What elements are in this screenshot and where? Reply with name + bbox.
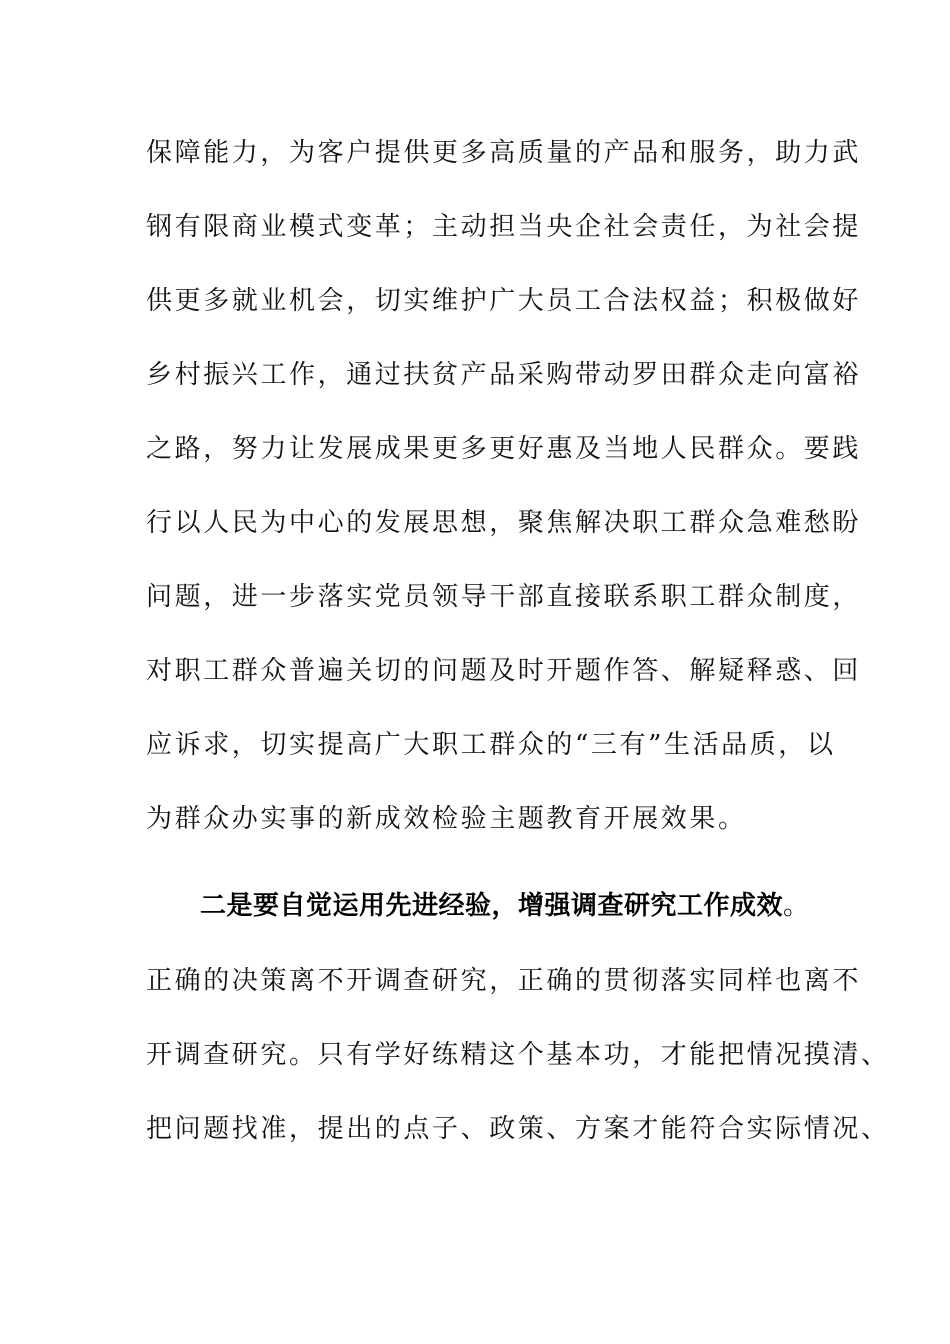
paragraph-line: 为群众办实事的新成效检验主题教育开展效果。: [146, 804, 747, 834]
paragraph-line: 行以人民为中心的发展思想，聚焦解决职工群众急难愁盼: [146, 508, 862, 538]
section-heading-period: 。: [783, 891, 810, 921]
paragraph-line: 开调查研究。只有学好练精这个基本功，才能把情况摸清、: [146, 1040, 890, 1070]
section-heading-text: 二是要自觉运用先进经验，增强调查研究工作成效: [200, 891, 784, 921]
paragraph-line: 保障能力，为客户提供更多高质量的产品和服务，助力武: [146, 138, 862, 168]
section-heading: [200, 889, 820, 923]
paragraph-line: 把问题找准，提出的点子、政策、方案才能符合实际情况、: [146, 1114, 890, 1144]
paragraph-line: 正确的决策离不开调查研究，正确的贯彻落实同样也离不: [146, 966, 862, 996]
paragraph-line: 供更多就业机会，切实维护广大员工合法权益；积极做好: [146, 286, 862, 316]
paragraph-line: 问题，进一步落实党员领导干部直接联系职工群众制度，: [146, 582, 862, 612]
paragraph-line: 钢有限商业模式变革；主动担当央企社会责任，为社会提: [146, 212, 862, 242]
paragraph-line: 对职工群众普遍关切的问题及时开题作答、解疑释惑、回: [146, 656, 862, 686]
paragraph-line: 之路，努力让发展成果更多更好惠及当地人民群众。要践: [146, 434, 862, 464]
paragraph-line: 应诉求，切实提高广大职工群众的“三有”生活品质，以: [146, 730, 836, 760]
paragraph-line: 乡村振兴工作，通过扶贫产品采购带动罗田群众走向富裕: [146, 360, 862, 390]
